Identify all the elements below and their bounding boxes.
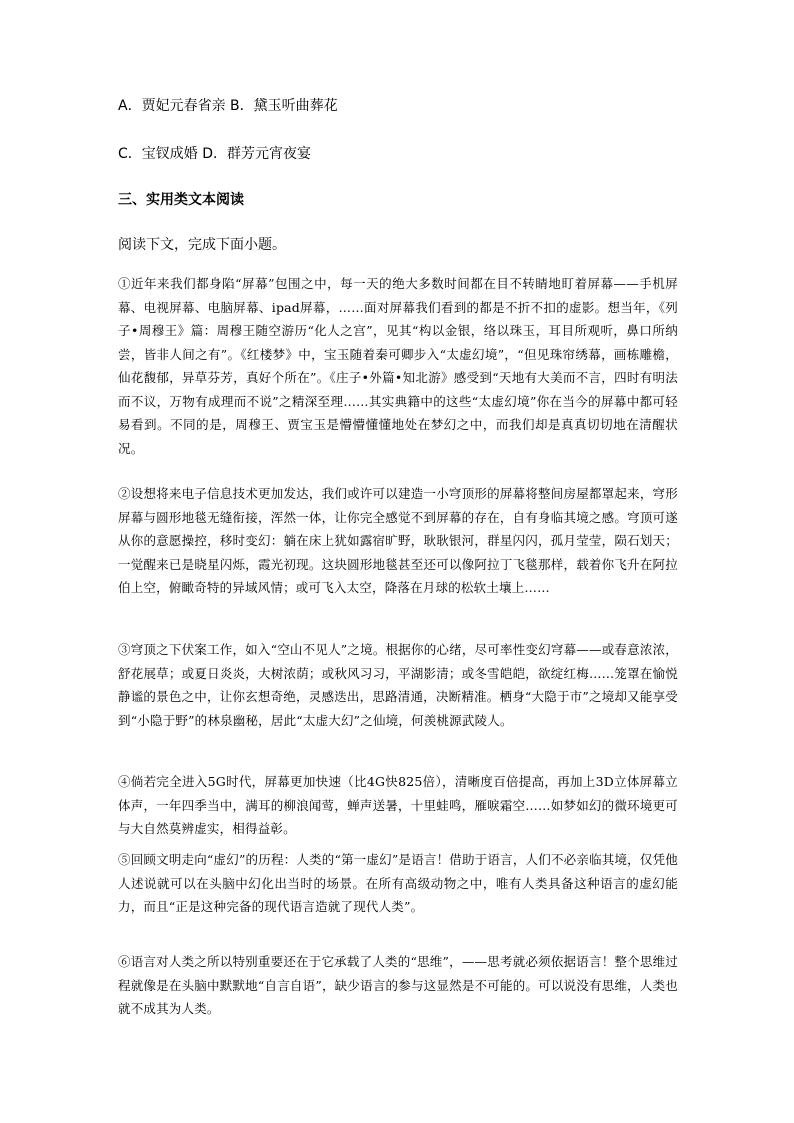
option-line-ab: A．贾妃元春省亲 B．黛玉听曲葬花 (118, 98, 338, 114)
paragraph-3: ③穹顶之下伏案工作，如入“空山不见人”之境。根据你的心绪，尽可率性变幻穹幕——或春意浓浓，舒花展草；或夏日炎炎，大树浓荫；或秋风习习，平湖影清；或冬雪皑皑，欲绽红梅……笼罩在愉悦静谧的景色之中，让你玄想奇绝，灵感迭出，思路清通，决断精准。栖身“大隐于市”之境却又能享受到“小隐于野”的林泉幽秘，居此“太虚大幻”之仙境，何羡桃源武陵人。 (118, 642, 678, 728)
paragraph-1: ①近年来我们都身陷“屏幕”包围之中，每一天的绝大多数时间都在目不转睛地盯着屏幕——手机屏幕、电视屏幕、电脑屏幕、ipad屏幕，……面对屏幕我们看到的都是不折不扣的虚影。想当年，《列子•周穆王》篇：周穆王随空游历“化人之宫”，见其“构以金银，络以珠玉，耳目所观听，鼻口所纳尝，皆非人间之有”。《红楼梦》中，宝玉随着秦可卿步入“太虚幻境”，“但见珠帘绣幕，画栋雕檐，仙花馥郁，异草芬芳，真好个所在”。《庄子•外篇•知北游》感受到“天地有大美而不言，四时有明法而不议，万物有成理而不说”之精深至理……其实典籍中的这些“太虚幻境”你在当今的屏幕中都可轻易看到。不同的是，周穆王、贾宝玉是懵懵懂懂地处在梦幻之中，而我们却是真真切切地在清醒状况。 (118, 276, 678, 456)
paragraph-6: ⑥语言对人类之所以特别重要还在于它承载了人类的“思维”，——思考就必须依据语言！整个思维过程就像是在头脑中默默地“自言自语”，缺少语言的参与这显然是不可能的。可以说没有思维，人类也就不成其为人类。 (118, 954, 678, 1016)
instruction-text: 阅读下文，完成下面小题。 (118, 237, 286, 253)
option-line-cd: C．宝钗成婚 D．群芳元宵夜宴 (118, 146, 312, 162)
paragraph-4: ④倘若完全进入5G时代，屏幕更加快速（比4G快825倍），清晰度百倍提高，再加上3D立体屏幕立体声，一年四季当中，满耳的柳浪闻莺，蝉声送暑，十里蛙鸣，雁唳霜空……如梦如幻的微环境更可与大自然莫辨虚实，相得益彰。 (118, 774, 678, 836)
section-title: 三、实用类文本阅读 (118, 192, 244, 208)
paragraph-5: ⑤回顾文明走向“虚幻”的历程：人类的“第一虚幻”是语言！借助于语言，人们不必亲临其境，仅凭他人述说就可以在头脑中幻化出当时的场景。在所有高级动物之中，唯有人类具备这种语言的虚幻能力，而且“正是这种完备的现代语言造就了现代人类”。 (118, 852, 678, 914)
paragraph-2: ②设想将来电子信息技术更加发达，我们或许可以建造一小穹顶形的屏幕将整间房屋都罩起来，穹形屏幕与圆形地毯无缝衔接，浑然一体，让你完全感觉不到屏幕的存在，自有身临其境之感。穹顶可遂从你的意愿操控，移时变幻：躺在床上犹如露宿旷野，耿耿银河，群星闪闪，孤月莹莹，陨石划天；一觉醒来已是晓星闪烁，霞光初现。这块圆形地毯甚至还可以像阿拉丁飞毯那样，载着你飞升在阿拉伯上空，俯瞰奇特的异域风情；或可飞入太空，降落在月球的松软土壤上…… (118, 486, 678, 595)
